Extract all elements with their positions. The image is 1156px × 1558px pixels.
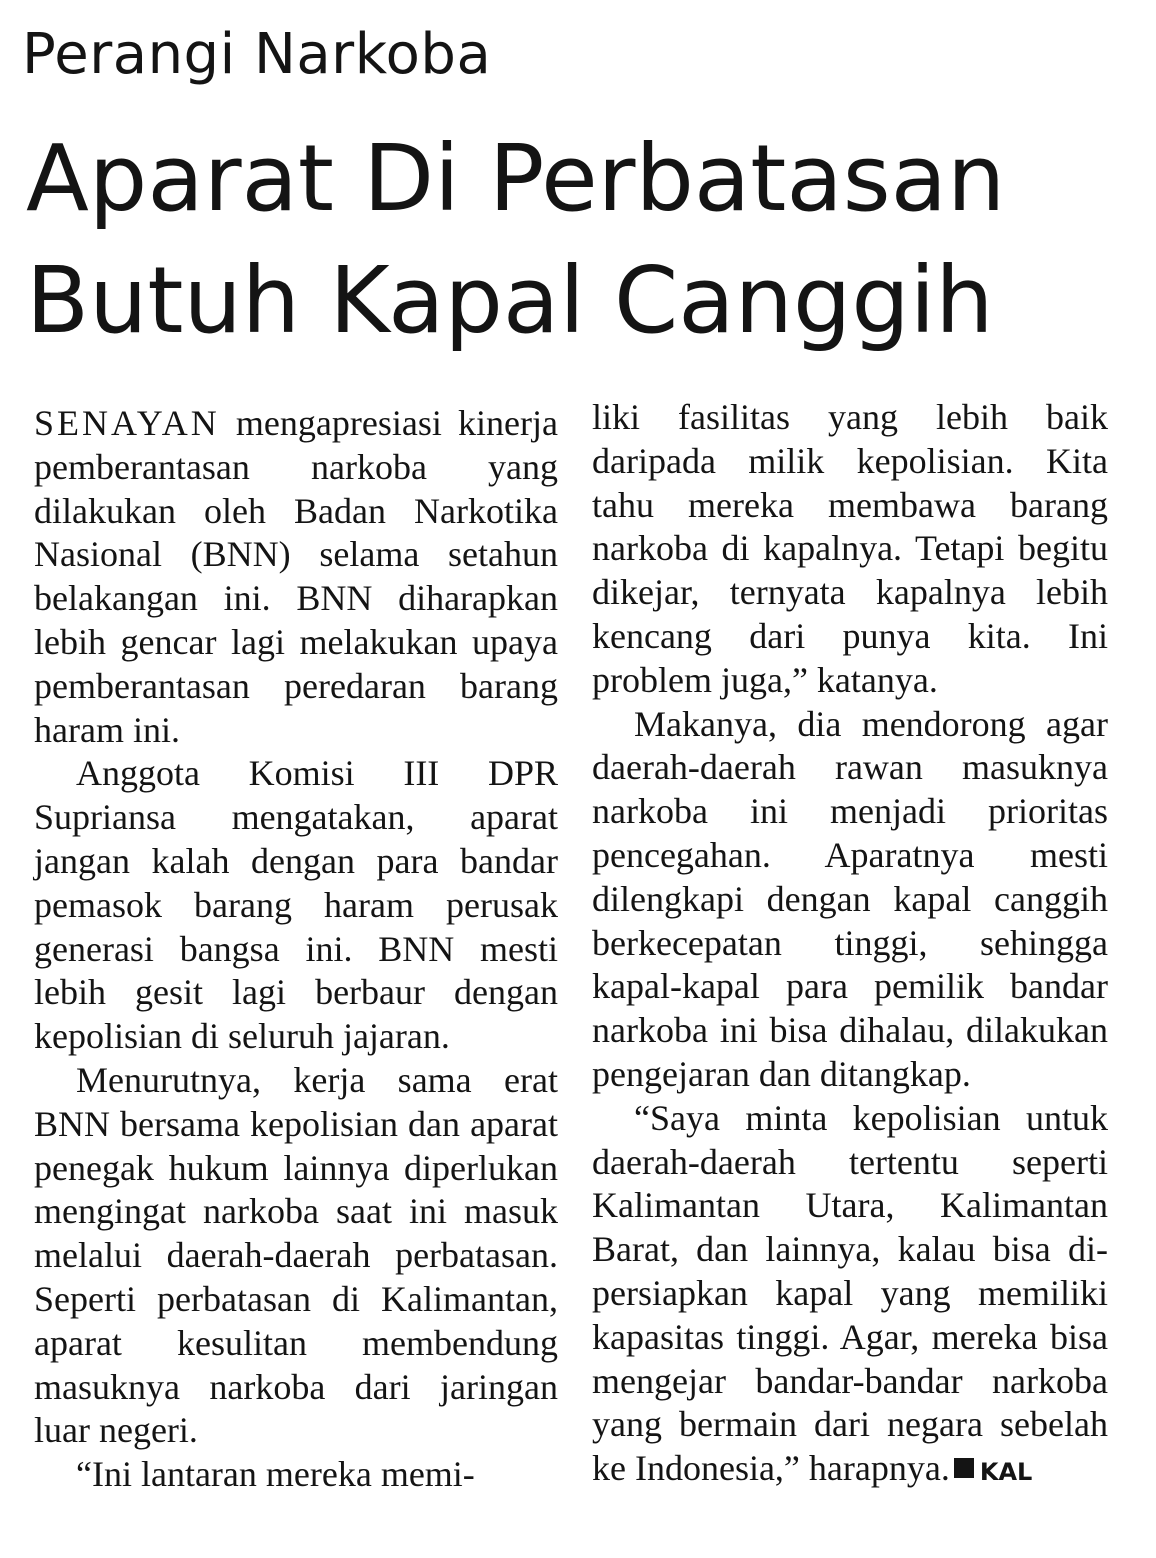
lead-word: SENAYAN [34,403,220,443]
paragraph-5: Makanya, dia mendorong agar daerah-daerah rawan masuknya narkoba ini menjadi prioritas pencegahan. Aparatnya mesti dilengkapi dengan kapal canggih berkecepatan tinggi, sehingga kapal-kapal para pemilik bandar narkoba ini bisa dihalau, dilakukan pengejaran dan ditangkap. [592,703,1108,1094]
article-column-left [34,402,558,1497]
headline-line-2: Butuh Kapal Canggih [26,247,994,354]
headline [26,118,1136,362]
paragraph-1-text: mengapresiasi kinerja pemberantasan narkoba yang dilakukan oleh Badan Narkotika Nasional (BNN) selama setahun belakangan ini. BNN diharapkan lebih gencar lagi melakukan upaya pemberantasan peredaran barang haram ini. [34,403,558,750]
paragraph-6 [592,1097,1108,1495]
headline-line-1: Aparat Di Perbatasan [26,125,1006,232]
paragraph-3: Menurutnya, kerja sama erat BNN bersama kepolisian dan aparat penegak hukum lainnya diperlukan mengingat narkoba saat ini masuk melalui daerah-daerah perbatasan. Seperti perbatasan di Kalimantan, aparat kesulitan membendung masuknya narkoba dari jaringan luar negeri. [34,1059,558,1451]
kicker-title: Perangi Narkoba [22,22,492,87]
author-signature: KAL [979,1458,1033,1487]
paragraph-1 [34,402,558,752]
paragraph-2: Anggota Komisi III DPR Supriansa mengatakan, aparat jangan kalah dengan para bandar pemasok barang haram perusak generasi bangsa ini. BNN mesti lebih gesit lagi berbaur dengan kepolisian di seluruh jajaran. [34,753,558,1057]
end-mark-square-icon [954,1458,974,1478]
paragraph-6-text: “Saya minta kepolisian untuk daerah-daerah tertentu seperti Kalimantan Utara, Kalimantan Barat, dan lainnya, kalau bisa dipersiapkan kapal yang memiliki kapasitas tinggi. Agar, mereka bisa mengejar bandar-bandar narkoba yang bermain dari negara sebelah ke Indonesia,” harapnya. [592,1097,1108,1489]
paragraph-4-continued: liki fasilitas yang lebih baik daripada milik kepolisian. Kita tahu mereka membawa barang narkoba di kapalnya. Tetapi begitu dikejar, ternyata kapalnya lebih kencang dari punya kita. Ini problem juga,” katanya. [592,397,1108,700]
article-column-right [592,396,1108,1495]
paragraph-4-start: “Ini lantaran mereka memi- [76,1454,475,1495]
